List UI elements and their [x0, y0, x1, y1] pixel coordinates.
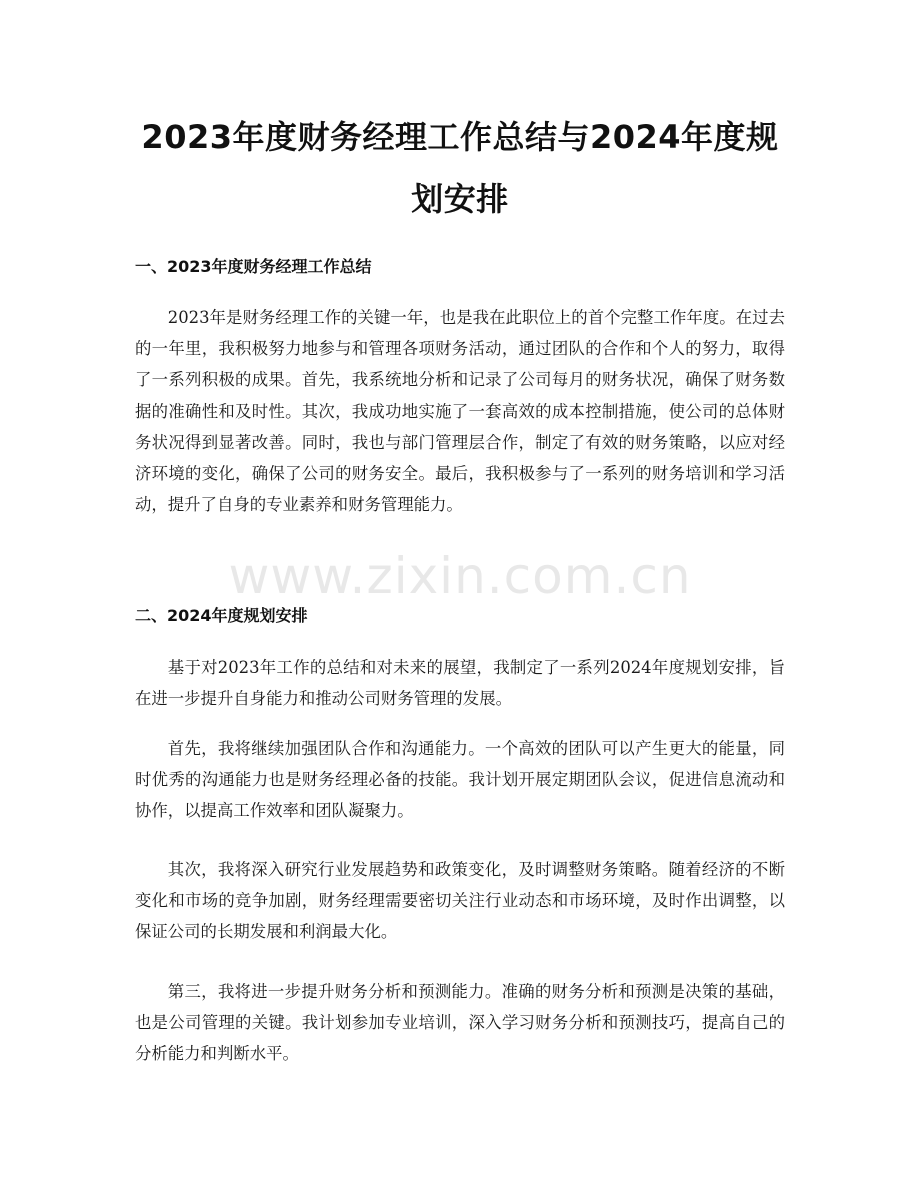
paragraph-summary: 2023年是财务经理工作的关键一年，也是我在此职位上的首个完整工作年度。在过去的一年里，我积极努力地参与和管理各项财务活动，通过团队的合作和个人的努力，取得了一系列积极的成果。首先，我系统地分析和记录了公司每月的财务状况，确保了财务数据的准确性和及时性。其次，我成功地实施了一套高效的成本控制措施，使公司的总体财务状况得到显著改善。同时，我也与部门管理层合作，制定了有效的财务策略，以应对经济环境的变化，确保了公司的财务安全。最后，我积极参与了一系列的财务培训和学习活动，提升了自身的专业素养和财务管理能力。 [135, 308, 785, 515]
paragraph-plan-analysis: 第三，我将进一步提升财务分析和预测能力。准确的财务分析和预测是决策的基础，也是公司管理的关键。我计划参加专业培训，深入学习财务分析和预测技巧，提高自己的分析能力和判断水平。 [135, 982, 785, 1064]
document-title: 2023年度财务经理工作总结与2024年度规划安排 [141, 118, 779, 218]
paragraph-plan-intro: 基于对2023年工作的总结和对未来的展望，我制定了一系列2024年度规划安排，旨在进一步提升自身能力和推动公司财务管理的发展。 [135, 658, 785, 709]
section-heading-summary: 一、2023年度财务经理工作总结 [135, 257, 372, 276]
paragraph-plan-teamwork: 首先，我将继续加强团队合作和沟通能力。一个高效的团队可以产生更大的能量，同时优秀的沟通能力也是财务经理必备的技能。我计划开展定期团队会议，促进信息流动和协作，以提高工作效率和团队凝聚力。 [135, 739, 785, 821]
site-watermark: www.zixin.com.cn [228, 547, 692, 605]
section-heading-plan: 二、2024年度规划安排 [135, 606, 308, 625]
paragraph-plan-industry: 其次，我将深入研究行业发展趋势和政策变化，及时调整财务策略。随着经济的不断变化和市场的竞争加剧，财务经理需要密切关注行业动态和市场环境，及时作出调整，以保证公司的长期发展和利润最大化。 [135, 860, 785, 942]
